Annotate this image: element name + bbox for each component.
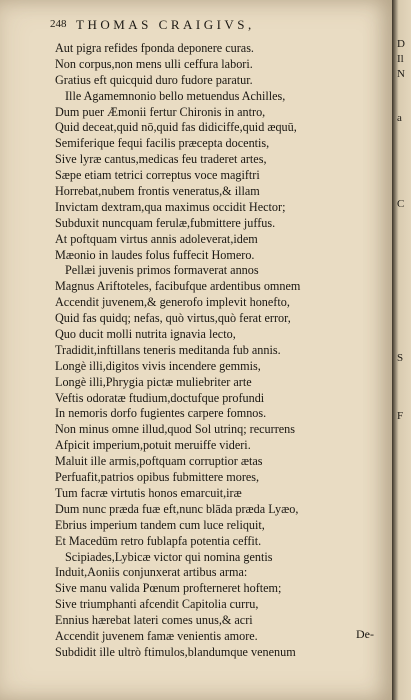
text-line: Tum facræ virtutis honos emarcuit,iræ <box>55 485 242 500</box>
text-line: Magnus Ariftoteles, facibufque ardentibus omnem <box>55 279 301 294</box>
text-line: Tradidit,inftillans teneris meditanda fub annis. <box>55 342 281 357</box>
text-line: Accendit juvenem,& generofo implevit honefto, <box>55 295 290 310</box>
text-line: Sive manu valida Pœnum profterneret hoftem; <box>55 581 282 596</box>
text-line: Non minus omne illud,quod Sol utrinq; recurrens <box>55 422 296 437</box>
text-line: Maluit ille armis,poftquam corruptior ætas <box>55 454 263 469</box>
text-line: Subdidit ille ultrò ftimulos,blandumque venenum <box>55 644 296 659</box>
text-line: Perfuafit,patrios opibus fubmittere mores, <box>55 470 260 485</box>
text-line: Quid deceat,quid nō,quid fas didiciffe,quid æquū, <box>55 120 297 135</box>
text-line: Accendit juvenem famæ venientis amore. <box>55 628 258 643</box>
text-line: Et Macedūm retro fublapfa potentia ceffit. <box>55 533 262 548</box>
text-line: Dum nunc præda fuæ eft,nunc blāda præda Lyæo, <box>55 501 299 516</box>
text-line: Mæonio in laudes folus fuffecit Homero. <box>55 247 255 262</box>
facing-page-letter: S <box>397 352 404 364</box>
facing-page-letter: F <box>397 410 404 422</box>
text-line: Ennius hærebat lateri comes unus,& acri <box>55 613 253 628</box>
text-line: Horrebat,nubem frontis veneratus,& illam <box>55 184 260 199</box>
text-line: Gratius eft quicquid duro fudore paratur. <box>55 72 253 87</box>
text-line: At poftquam virtus annis adoleverat,idem <box>55 231 258 246</box>
facing-page-letter: N <box>397 68 405 80</box>
text-line: Sæpe etiam tetrici correptus voce magiftri <box>55 168 260 183</box>
facing-page-letter: Il <box>397 53 404 65</box>
text-line: Induit,Aoniis conjunxerat artibus arma: <box>55 565 248 580</box>
text-line: Non corpus,non mens ulli ceffura labori. <box>55 56 253 71</box>
poem-text <box>55 41 385 661</box>
text-line: In nemoris dorfo fugientes carpere fomnos. <box>55 406 267 421</box>
text-line: Subduxit nuncquam ferulæ,fubmittere juffus. <box>55 215 276 230</box>
text-line: Scipiades,Lybicæ victor qui nomina gentis <box>65 549 273 564</box>
running-head: THOMAS CRAIGIVS, <box>76 17 255 32</box>
text-line: Longè illi,Phrygia pictæ muliebriter arte <box>55 374 252 389</box>
facing-page-letter: D <box>397 38 405 50</box>
text-line: Afpicit imperium,potuit meruiffe videri. <box>55 438 251 453</box>
text-line: Sive triumphanti afcendit Capitolia curru, <box>55 597 259 612</box>
text-line: Quid fas quidq; nefas, quò virtus,quò ferat error, <box>55 311 291 326</box>
text-line: Invictam dextram,qua maximus occidit Hector; <box>55 199 286 214</box>
facing-page-letter: C <box>397 198 405 210</box>
facing-page-letter: a <box>397 112 402 124</box>
text-line: Veftis odoratæ ftudium,doctufque profundi <box>55 390 265 405</box>
text-line: Longè illi,digitos vivis incendere gemmis, <box>55 358 261 373</box>
facing-page-edge <box>392 0 411 700</box>
page-header <box>50 17 380 33</box>
text-line: Aut pigra refides fponda deponere curas. <box>55 41 254 55</box>
catchword: De- <box>356 627 374 641</box>
text-line: Dum puer Æmonii fertur Chironis in antro, <box>55 104 266 119</box>
text-line: Sive lyræ cantus,medicas feu traderet artes, <box>55 152 267 167</box>
text-line: Pellæi juvenis primos formaverat annos <box>65 263 259 278</box>
text-line: Quo ducit molli nutrita ignavia lecto, <box>55 327 236 342</box>
text-line: Ebrius imperium tandem cum luce reliquit, <box>55 517 265 532</box>
text-line: Ille Agamemnonio bello metuendus Achilles, <box>65 88 286 103</box>
page-number: 248 <box>50 18 67 30</box>
text-line: Semiferique fequi facilis præcepta docentis, <box>55 136 270 151</box>
